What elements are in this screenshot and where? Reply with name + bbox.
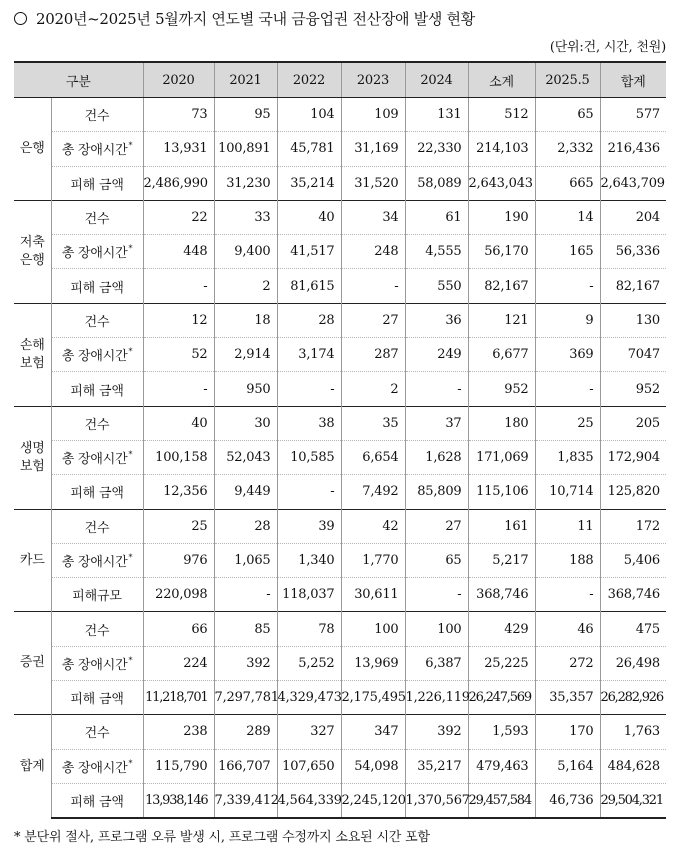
value-cell: 1,370,567 <box>405 783 468 818</box>
value-cell: 2 <box>214 269 277 303</box>
row-label-text: 총 장애시간 <box>61 143 128 159</box>
value-cell: 1,226,119 <box>405 681 468 715</box>
value-cell: 56,336 <box>600 235 666 269</box>
value-cell: 35 <box>341 406 405 440</box>
value-cell: 39 <box>277 509 341 543</box>
header-col: 2023 <box>341 62 405 98</box>
value-cell: 2,643,709 <box>600 166 666 200</box>
value-cell: 31,230 <box>214 166 277 200</box>
value-cell: - <box>535 578 600 612</box>
value-cell: 45,781 <box>277 132 341 166</box>
value-cell: 30,611 <box>341 578 405 612</box>
value-cell: 31,169 <box>341 132 405 166</box>
value-cell: 448 <box>143 235 214 269</box>
value-cell: 204 <box>600 200 666 234</box>
value-cell: 14 <box>535 200 600 234</box>
value-cell: 100 <box>341 612 405 646</box>
value-cell: 1,065 <box>214 543 277 577</box>
value-cell: 41,517 <box>277 235 341 269</box>
row-label-text: 피해 금액 <box>70 383 124 399</box>
value-cell: - <box>143 372 214 406</box>
value-cell: 107,650 <box>277 749 341 783</box>
value-cell: 31,520 <box>341 166 405 200</box>
row-label <box>51 475 143 509</box>
value-cell: 1,770 <box>341 543 405 577</box>
value-cell: - <box>277 475 341 509</box>
value-cell: 25,225 <box>468 646 535 680</box>
value-cell: 18 <box>214 303 277 337</box>
value-cell: 65 <box>405 543 468 577</box>
row-label-text: 건수 <box>84 520 110 536</box>
value-cell: 38 <box>277 406 341 440</box>
value-cell: 4,329,473 <box>277 681 341 715</box>
value-cell: 248 <box>341 235 405 269</box>
group-label: 생명 보험 <box>14 406 51 509</box>
value-cell: 46,736 <box>535 783 600 818</box>
table-row <box>14 783 666 818</box>
value-cell: 1,628 <box>405 440 468 474</box>
row-label <box>51 578 143 612</box>
table-row <box>14 749 666 783</box>
value-cell: 327 <box>277 715 341 749</box>
value-cell: 125,820 <box>600 475 666 509</box>
unit-note: (단위:건, 시간, 천원) <box>549 40 666 55</box>
value-cell: 30 <box>214 406 277 440</box>
value-cell: 28 <box>214 509 277 543</box>
value-cell: 11,218,701 <box>143 681 214 715</box>
value-cell: 2,245,120 <box>341 783 405 818</box>
row-label-text: 건수 <box>84 109 110 125</box>
header-col: 합계 <box>600 62 666 98</box>
value-cell: 82,167 <box>468 269 535 303</box>
table-body <box>14 98 666 819</box>
value-cell: 479,463 <box>468 749 535 783</box>
table-row <box>14 612 666 646</box>
header-col: 2025.5 <box>535 62 600 98</box>
header-col: 소계 <box>468 62 535 98</box>
row-label <box>51 338 143 372</box>
footnote-mark: * <box>128 347 133 357</box>
row-label-text: 총 장애시간 <box>61 452 128 468</box>
value-cell: 429 <box>468 612 535 646</box>
row-label-text: 총 장애시간 <box>61 349 128 365</box>
value-cell: 190 <box>468 200 535 234</box>
table-row <box>14 166 666 200</box>
table-row <box>14 406 666 440</box>
table-row <box>14 338 666 372</box>
value-cell: 22,330 <box>405 132 468 166</box>
value-cell: 25 <box>535 406 600 440</box>
value-cell: 26,282,926 <box>600 681 666 715</box>
value-cell: 1,763 <box>600 715 666 749</box>
value-cell: 29,504,321 <box>600 783 666 818</box>
row-label <box>51 303 143 337</box>
row-label <box>51 681 143 715</box>
value-cell: 100,158 <box>143 440 214 474</box>
value-cell: - <box>535 269 600 303</box>
table-row <box>14 132 666 166</box>
row-label <box>51 166 143 200</box>
value-cell: 27 <box>341 303 405 337</box>
value-cell: 238 <box>143 715 214 749</box>
header-col: 2021 <box>214 62 277 98</box>
value-cell: 26,247,569 <box>468 681 535 715</box>
row-label-text: 피해 금액 <box>70 486 124 502</box>
group-label: 합계 <box>14 715 51 818</box>
value-cell: 40 <box>143 406 214 440</box>
table-row <box>14 269 666 303</box>
value-cell: 9,449 <box>214 475 277 509</box>
value-cell: 287 <box>341 338 405 372</box>
table-row <box>14 440 666 474</box>
row-label <box>51 406 143 440</box>
value-cell: 3,174 <box>277 338 341 372</box>
value-cell: 950 <box>214 372 277 406</box>
value-cell: 35,214 <box>277 166 341 200</box>
value-cell: 7047 <box>600 338 666 372</box>
value-cell: 2 <box>341 372 405 406</box>
value-cell: 10,714 <box>535 475 600 509</box>
value-cell: 2,643,043 <box>468 166 535 200</box>
row-label <box>51 646 143 680</box>
value-cell: 11 <box>535 509 600 543</box>
header-category: 구분 <box>14 62 143 98</box>
value-cell: - <box>405 578 468 612</box>
row-label-text: 건수 <box>84 417 110 433</box>
value-cell: 272 <box>535 646 600 680</box>
value-cell: 550 <box>405 269 468 303</box>
group-label: 저축 은행 <box>14 200 51 303</box>
table-row <box>14 681 666 715</box>
value-cell: 121 <box>468 303 535 337</box>
table-row <box>14 543 666 577</box>
value-cell: 4,564,339 <box>277 783 341 818</box>
row-label <box>51 372 143 406</box>
row-label <box>51 235 143 269</box>
value-cell: 484,628 <box>600 749 666 783</box>
value-cell: 1,340 <box>277 543 341 577</box>
footnote-mark: * <box>128 655 133 665</box>
value-cell: 577 <box>600 98 666 132</box>
value-cell: 224 <box>143 646 214 680</box>
value-cell: 368,746 <box>600 578 666 612</box>
header-col: 2020 <box>143 62 214 98</box>
value-cell: 42 <box>341 509 405 543</box>
value-cell: 6,654 <box>341 440 405 474</box>
value-cell: 46 <box>535 612 600 646</box>
row-label-text: 총 장애시간 <box>61 657 128 673</box>
value-cell: 1,835 <box>535 440 600 474</box>
value-cell: 100 <box>405 612 468 646</box>
value-cell: 214,103 <box>468 132 535 166</box>
value-cell: - <box>535 372 600 406</box>
value-cell: 188 <box>535 543 600 577</box>
value-cell: 54,098 <box>341 749 405 783</box>
value-cell: - <box>405 372 468 406</box>
value-cell: 166,707 <box>214 749 277 783</box>
value-cell: 475 <box>600 612 666 646</box>
value-cell: 82,167 <box>600 269 666 303</box>
table-row <box>14 475 666 509</box>
row-label-text: 피해 금액 <box>70 280 124 296</box>
value-cell: 13,969 <box>341 646 405 680</box>
outage-table <box>14 61 666 819</box>
value-cell: 56,170 <box>468 235 535 269</box>
value-cell: 85 <box>214 612 277 646</box>
footnote-mark: * <box>128 244 133 254</box>
bullet-circle-icon <box>14 12 27 25</box>
header-col: 2022 <box>277 62 341 98</box>
value-cell: 9,400 <box>214 235 277 269</box>
value-cell: 249 <box>405 338 468 372</box>
value-cell: 29,457,584 <box>468 783 535 818</box>
row-label-text: 피해 금액 <box>70 795 124 811</box>
value-cell: 12 <box>143 303 214 337</box>
row-label <box>51 612 143 646</box>
value-cell: 13,938,146 <box>143 783 214 818</box>
value-cell: 115,106 <box>468 475 535 509</box>
row-label-text: 건수 <box>84 726 110 742</box>
value-cell: 392 <box>405 715 468 749</box>
footnote-mark: * <box>128 450 133 460</box>
value-cell: 37 <box>405 406 468 440</box>
value-cell: 25 <box>143 509 214 543</box>
value-cell: 665 <box>535 166 600 200</box>
value-cell: 171,069 <box>468 440 535 474</box>
table-row <box>14 303 666 337</box>
value-cell: 220,098 <box>143 578 214 612</box>
value-cell: - <box>214 578 277 612</box>
value-cell: 2,486,990 <box>143 166 214 200</box>
value-cell: 26,498 <box>600 646 666 680</box>
value-cell: 952 <box>468 372 535 406</box>
value-cell: 180 <box>468 406 535 440</box>
row-label <box>51 200 143 234</box>
value-cell: 5,217 <box>468 543 535 577</box>
group-label: 카드 <box>14 509 51 612</box>
value-cell: 61 <box>405 200 468 234</box>
value-cell: 109 <box>341 98 405 132</box>
value-cell: 172,904 <box>600 440 666 474</box>
value-cell: 2,175,495 <box>341 681 405 715</box>
row-label <box>51 98 143 132</box>
value-cell: 131 <box>405 98 468 132</box>
value-cell: 1,593 <box>468 715 535 749</box>
value-cell: 58,089 <box>405 166 468 200</box>
table-row <box>14 200 666 234</box>
value-cell: 6,387 <box>405 646 468 680</box>
value-cell: 95 <box>214 98 277 132</box>
value-cell: 5,252 <box>277 646 341 680</box>
row-label-text: 총 장애시간 <box>61 555 128 570</box>
value-cell: 100,891 <box>214 132 277 166</box>
value-cell: 115,790 <box>143 749 214 783</box>
row-label-text: 총 장애시간 <box>61 760 128 776</box>
row-label-text: 건수 <box>84 212 110 228</box>
table-row <box>14 715 666 749</box>
value-cell: 130 <box>600 303 666 337</box>
value-cell: 10,585 <box>277 440 341 474</box>
table-row <box>14 372 666 406</box>
footnote: * 분단위 절사, 프로그램 오류 발생 시, 프로그램 수정까지 소요된 시간 포함 <box>14 830 430 845</box>
value-cell: 172 <box>600 509 666 543</box>
page-title: 2020년~2025년 5월까지 연도별 국내 금융업권 전산장애 발생 현황 <box>36 9 475 28</box>
value-cell: 161 <box>468 509 535 543</box>
table-row <box>14 98 666 132</box>
table-row <box>14 235 666 269</box>
value-cell: 5,164 <box>535 749 600 783</box>
value-cell: 35,357 <box>535 681 600 715</box>
value-cell: 6,677 <box>468 338 535 372</box>
value-cell: 52 <box>143 338 214 372</box>
value-cell: 34 <box>341 200 405 234</box>
row-label <box>51 783 143 818</box>
row-label <box>51 715 143 749</box>
value-cell: 5,406 <box>600 543 666 577</box>
value-cell: - <box>143 269 214 303</box>
table-row <box>14 578 666 612</box>
value-cell: - <box>341 269 405 303</box>
footnote-mark: * <box>128 758 133 768</box>
value-cell: 78 <box>277 612 341 646</box>
value-cell: 36 <box>405 303 468 337</box>
value-cell: 9 <box>535 303 600 337</box>
value-cell: 28 <box>277 303 341 337</box>
row-label <box>51 440 143 474</box>
row-label <box>51 269 143 303</box>
value-cell: 81,615 <box>277 269 341 303</box>
row-label <box>51 749 143 783</box>
row-label-text: 건수 <box>84 623 110 639</box>
group-label: 손해 보험 <box>14 303 51 406</box>
table-row <box>14 509 666 543</box>
value-cell: 369 <box>535 338 600 372</box>
value-cell: 52,043 <box>214 440 277 474</box>
value-cell: - <box>277 372 341 406</box>
value-cell: 347 <box>341 715 405 749</box>
group-label: 은행 <box>14 98 51 201</box>
value-cell: 512 <box>468 98 535 132</box>
value-cell: 170 <box>535 715 600 749</box>
value-cell: 2,332 <box>535 132 600 166</box>
row-label-text: 피해규모 <box>72 589 122 605</box>
value-cell: 368,746 <box>468 578 535 612</box>
header-row <box>14 62 666 98</box>
title-row <box>14 6 475 30</box>
value-cell: 12,356 <box>143 475 214 509</box>
row-label-text: 총 장애시간 <box>61 246 128 262</box>
value-cell: 976 <box>143 543 214 577</box>
value-cell: 27 <box>405 509 468 543</box>
value-cell: 104 <box>277 98 341 132</box>
group-label: 증권 <box>14 612 51 715</box>
value-cell: 35,217 <box>405 749 468 783</box>
value-cell: 289 <box>214 715 277 749</box>
value-cell: 7,339,412 <box>214 783 277 818</box>
value-cell: 2,914 <box>214 338 277 372</box>
footnote-mark: * <box>128 141 133 151</box>
value-cell: 7,492 <box>341 475 405 509</box>
footnote-mark: * <box>128 553 133 562</box>
value-cell: 40 <box>277 200 341 234</box>
value-cell: 216,436 <box>600 132 666 166</box>
table-row <box>14 646 666 680</box>
value-cell: 205 <box>600 406 666 440</box>
value-cell: 952 <box>600 372 666 406</box>
value-cell: 4,555 <box>405 235 468 269</box>
value-cell: 33 <box>214 200 277 234</box>
value-cell: 65 <box>535 98 600 132</box>
value-cell: 66 <box>143 612 214 646</box>
row-label <box>51 132 143 166</box>
value-cell: 73 <box>143 98 214 132</box>
row-label-text: 피해 금액 <box>70 177 124 193</box>
value-cell: 22 <box>143 200 214 234</box>
value-cell: 85,809 <box>405 475 468 509</box>
row-label <box>51 543 143 577</box>
row-label-text: 피해 금액 <box>70 692 124 708</box>
value-cell: 13,931 <box>143 132 214 166</box>
value-cell: 118,037 <box>277 578 341 612</box>
header-col: 2024 <box>405 62 468 98</box>
value-cell: 165 <box>535 235 600 269</box>
value-cell: 7,297,781 <box>214 681 277 715</box>
value-cell: 392 <box>214 646 277 680</box>
row-label-text: 건수 <box>84 314 110 330</box>
row-label <box>51 509 143 543</box>
